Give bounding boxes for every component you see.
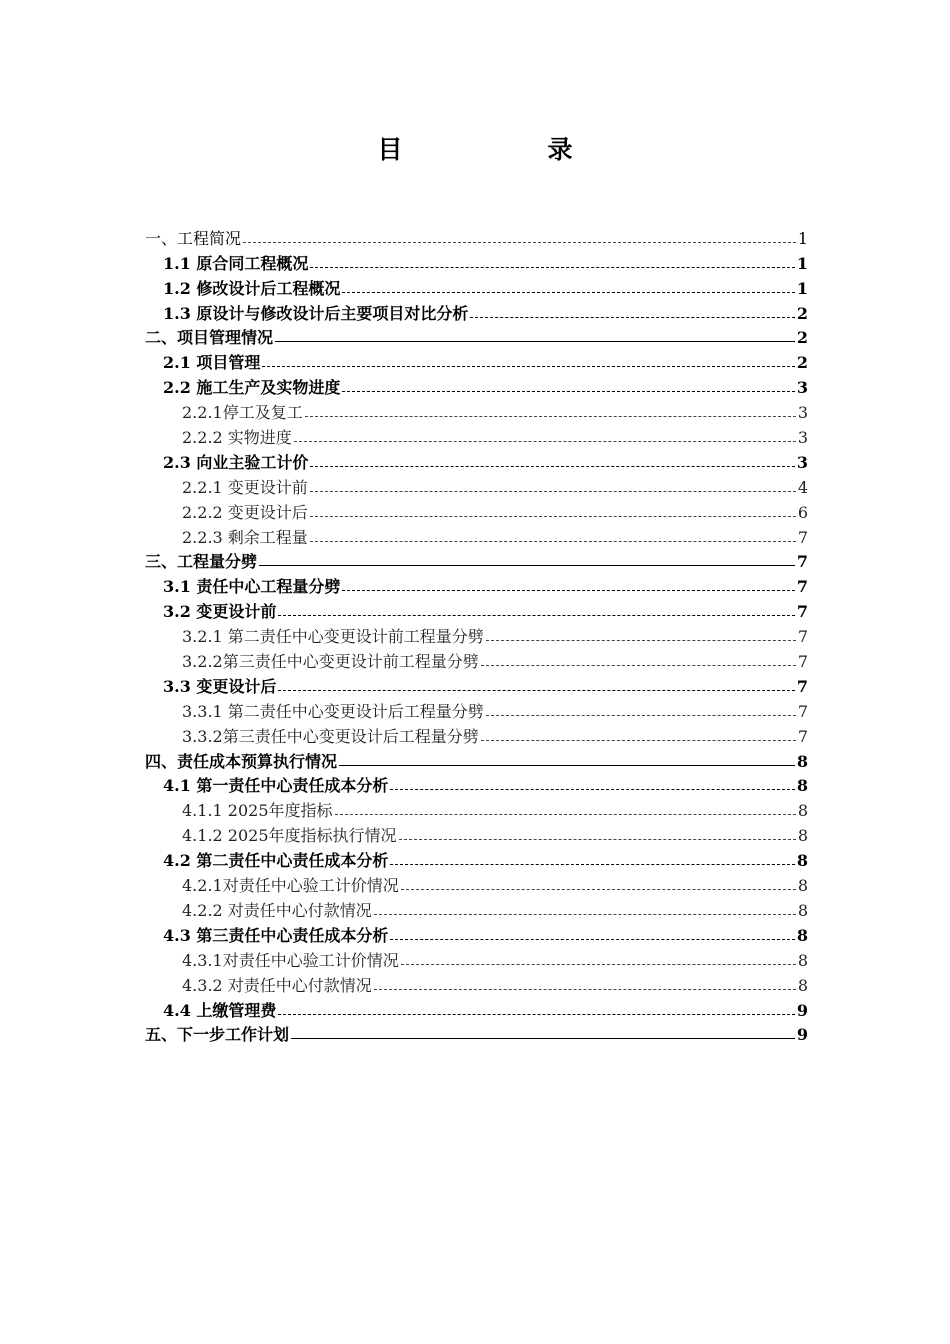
- toc-entry-label: 4.1.2 2025年度指标执行情况: [182, 826, 397, 846]
- toc-entry-label: 二、项目管理情况: [145, 328, 274, 348]
- toc-page-number: 1: [797, 228, 808, 248]
- toc-page-number: 3: [796, 452, 808, 472]
- toc-entry[interactable]: [145, 398, 808, 423]
- toc-entry[interactable]: [145, 846, 808, 871]
- toc-page-number: 7: [797, 527, 808, 547]
- toc-leader-line: [342, 590, 794, 591]
- toc-page-number: 8: [797, 801, 808, 821]
- page-title: 目 录: [377, 135, 633, 164]
- toc-entry[interactable]: [145, 348, 808, 373]
- toc-entry[interactable]: [145, 572, 808, 597]
- toc-entry[interactable]: [145, 996, 808, 1021]
- toc-page-number: 7: [796, 602, 808, 622]
- toc-page-number: 9: [796, 1025, 808, 1045]
- toc-entry[interactable]: [145, 498, 808, 523]
- toc-leader-line: [259, 565, 795, 566]
- toc-leader-line: [310, 267, 794, 268]
- toc-entry[interactable]: [145, 896, 808, 921]
- toc-entry-label: 4.3.2 对责任中心付款情况: [182, 975, 372, 995]
- toc-leader-line: [390, 789, 794, 790]
- toc-entry-label: 4.2.1对责任中心验工计价情况: [182, 876, 399, 896]
- toc-leader-line: [310, 466, 794, 467]
- toc-entry[interactable]: [145, 672, 808, 697]
- toc-entry-label: 4.4 上缴管理费: [163, 1000, 277, 1020]
- toc-leader-line: [294, 441, 796, 442]
- toc-entry-label: 三、工程量分劈: [145, 552, 258, 572]
- toc-page-number: 3: [797, 428, 808, 448]
- toc-entry-label: 3.1 责任中心工程量分劈: [163, 577, 341, 597]
- toc-leader-line: [335, 814, 796, 815]
- toc-entry[interactable]: [145, 796, 808, 821]
- toc-page-number: 8: [796, 851, 808, 871]
- toc-leader-line: [486, 715, 796, 716]
- toc-leader-line: [470, 317, 794, 318]
- toc-entry-label: 4.3.1对责任中心验工计价情况: [182, 950, 399, 970]
- toc-entry-label: 一、工程简况: [145, 228, 242, 248]
- toc-entry-label: 3.2.2第三责任中心变更设计前工程量分劈: [182, 652, 479, 672]
- toc-page-number: 1: [796, 253, 808, 273]
- toc-entry-label: 1.3 原设计与修改设计后主要项目对比分析: [163, 303, 469, 323]
- toc-page-number: 7: [796, 577, 808, 597]
- toc-entry[interactable]: [145, 821, 808, 846]
- toc-entry[interactable]: [145, 921, 808, 946]
- toc-entry[interactable]: [145, 1021, 808, 1046]
- toc-page-number: 7: [797, 726, 808, 746]
- toc-entry[interactable]: [145, 946, 808, 971]
- toc-entry-label: 4.3 第三责任中心责任成本分析: [163, 925, 389, 945]
- toc-page-number: 2: [796, 303, 808, 323]
- toc-page-number: 4: [797, 477, 808, 497]
- toc-leader-line: [390, 939, 794, 940]
- toc-page-number: 8: [796, 776, 808, 796]
- toc-leader-line: [401, 889, 796, 890]
- toc-leader-line: [278, 1014, 794, 1015]
- toc-entry[interactable]: [145, 224, 808, 249]
- toc-entry-label: 1.1 原合同工程概况: [163, 253, 309, 273]
- toc-leader-line: [401, 964, 796, 965]
- toc-entry[interactable]: [145, 423, 808, 448]
- toc-leader-line: [374, 989, 796, 990]
- toc-entry[interactable]: [145, 647, 808, 672]
- toc-page-number: 8: [797, 876, 808, 896]
- toc-page-number: 8: [797, 975, 808, 995]
- toc-leader-line: [278, 690, 794, 691]
- toc-entry-label: 3.3.1 第二责任中心变更设计后工程量分劈: [182, 701, 484, 721]
- toc-entry-label: 2.2.2 变更设计后: [182, 502, 308, 522]
- toc-leader-line: [374, 914, 796, 915]
- toc-entry[interactable]: [145, 324, 808, 349]
- toc-entry-label: 3.2 变更设计前: [163, 602, 277, 622]
- toc-page-number: 3: [797, 403, 808, 423]
- toc-page-number: 6: [797, 502, 808, 522]
- toc-entry[interactable]: [145, 523, 808, 548]
- toc-entry-label: 4.2.2 对责任中心付款情况: [182, 900, 372, 920]
- toc-entry[interactable]: [145, 622, 808, 647]
- toc-entry[interactable]: [145, 548, 808, 573]
- toc-page-number: 8: [796, 925, 808, 945]
- toc-page-number: 2: [796, 328, 808, 348]
- toc-leader-line: [305, 416, 796, 417]
- toc-leader-line: [243, 242, 796, 243]
- toc-entry-label: 3.3 变更设计后: [163, 676, 277, 696]
- toc-entry[interactable]: [145, 697, 808, 722]
- toc-entry-label: 3.2.1 第二责任中心变更设计前工程量分劈: [182, 627, 484, 647]
- toc-page-number: 7: [796, 552, 808, 572]
- toc-entry-label: 4.1 第一责任中心责任成本分析: [163, 776, 389, 796]
- toc-page-number: 8: [796, 751, 808, 771]
- toc-entry[interactable]: [145, 597, 808, 622]
- toc-page-number: 3: [796, 378, 808, 398]
- toc-entry-label: 2.2.3 剩余工程量: [182, 527, 308, 547]
- toc-leader-line: [262, 366, 794, 367]
- toc-entry-label: 五、下一步工作计划: [145, 1025, 290, 1045]
- toc-leader-line: [310, 516, 796, 517]
- toc-entry-label: 3.3.2第三责任中心变更设计后工程量分劈: [182, 726, 479, 746]
- toc-leader-line: [310, 491, 796, 492]
- toc-entry[interactable]: [145, 772, 808, 797]
- toc-leader-line: [278, 615, 794, 616]
- toc-entry-label: 4.2 第二责任中心责任成本分析: [163, 851, 389, 871]
- toc-entry[interactable]: [145, 299, 808, 324]
- toc-entry-label: 2.2.1停工及复工: [182, 403, 303, 423]
- toc-leader-line: [342, 391, 794, 392]
- toc-entry[interactable]: [145, 722, 808, 747]
- toc-page-number: 8: [797, 900, 808, 920]
- toc-leader-line: [399, 839, 796, 840]
- toc-leader-line: [481, 740, 796, 741]
- toc-entry[interactable]: [145, 249, 808, 274]
- toc-entry-label: 四、责任成本预算执行情况: [145, 751, 338, 771]
- toc-page-number: 7: [797, 652, 808, 672]
- toc-page-number: 8: [797, 950, 808, 970]
- toc-entry-label: 2.1 项目管理: [163, 353, 261, 373]
- toc-entry[interactable]: [145, 473, 808, 498]
- toc-page-number: 1: [796, 278, 808, 298]
- toc-entry[interactable]: [145, 971, 808, 996]
- toc-entry-label: 2.2.2 实物进度: [182, 428, 292, 448]
- toc-leader-line: [291, 1038, 795, 1039]
- toc-entry-label: 2.3 向业主验工计价: [163, 452, 309, 472]
- toc-entry-label: 1.2 修改设计后工程概况: [163, 278, 341, 298]
- table-of-contents: [145, 224, 808, 1045]
- toc-leader-line: [275, 341, 795, 342]
- toc-entry[interactable]: [145, 871, 808, 896]
- toc-leader-line: [481, 665, 796, 666]
- toc-page-number: 8: [797, 826, 808, 846]
- toc-page-number: 2: [796, 353, 808, 373]
- toc-leader-line: [339, 765, 795, 766]
- toc-page-number: 9: [796, 1000, 808, 1020]
- toc-entry[interactable]: [145, 747, 808, 772]
- toc-page-number: 7: [796, 676, 808, 696]
- toc-leader-line: [390, 864, 794, 865]
- toc-leader-line: [486, 640, 796, 641]
- toc-entry[interactable]: [145, 448, 808, 473]
- toc-entry[interactable]: [145, 373, 808, 398]
- toc-leader-line: [310, 541, 796, 542]
- toc-entry[interactable]: [145, 274, 808, 299]
- toc-leader-line: [342, 292, 794, 293]
- toc-page-number: 7: [797, 701, 808, 721]
- toc-page-number: 7: [797, 627, 808, 647]
- toc-entry-label: 2.2 施工生产及实物进度: [163, 378, 341, 398]
- toc-entry-label: 2.2.1 变更设计前: [182, 477, 308, 497]
- toc-entry-label: 4.1.1 2025年度指标: [182, 801, 333, 821]
